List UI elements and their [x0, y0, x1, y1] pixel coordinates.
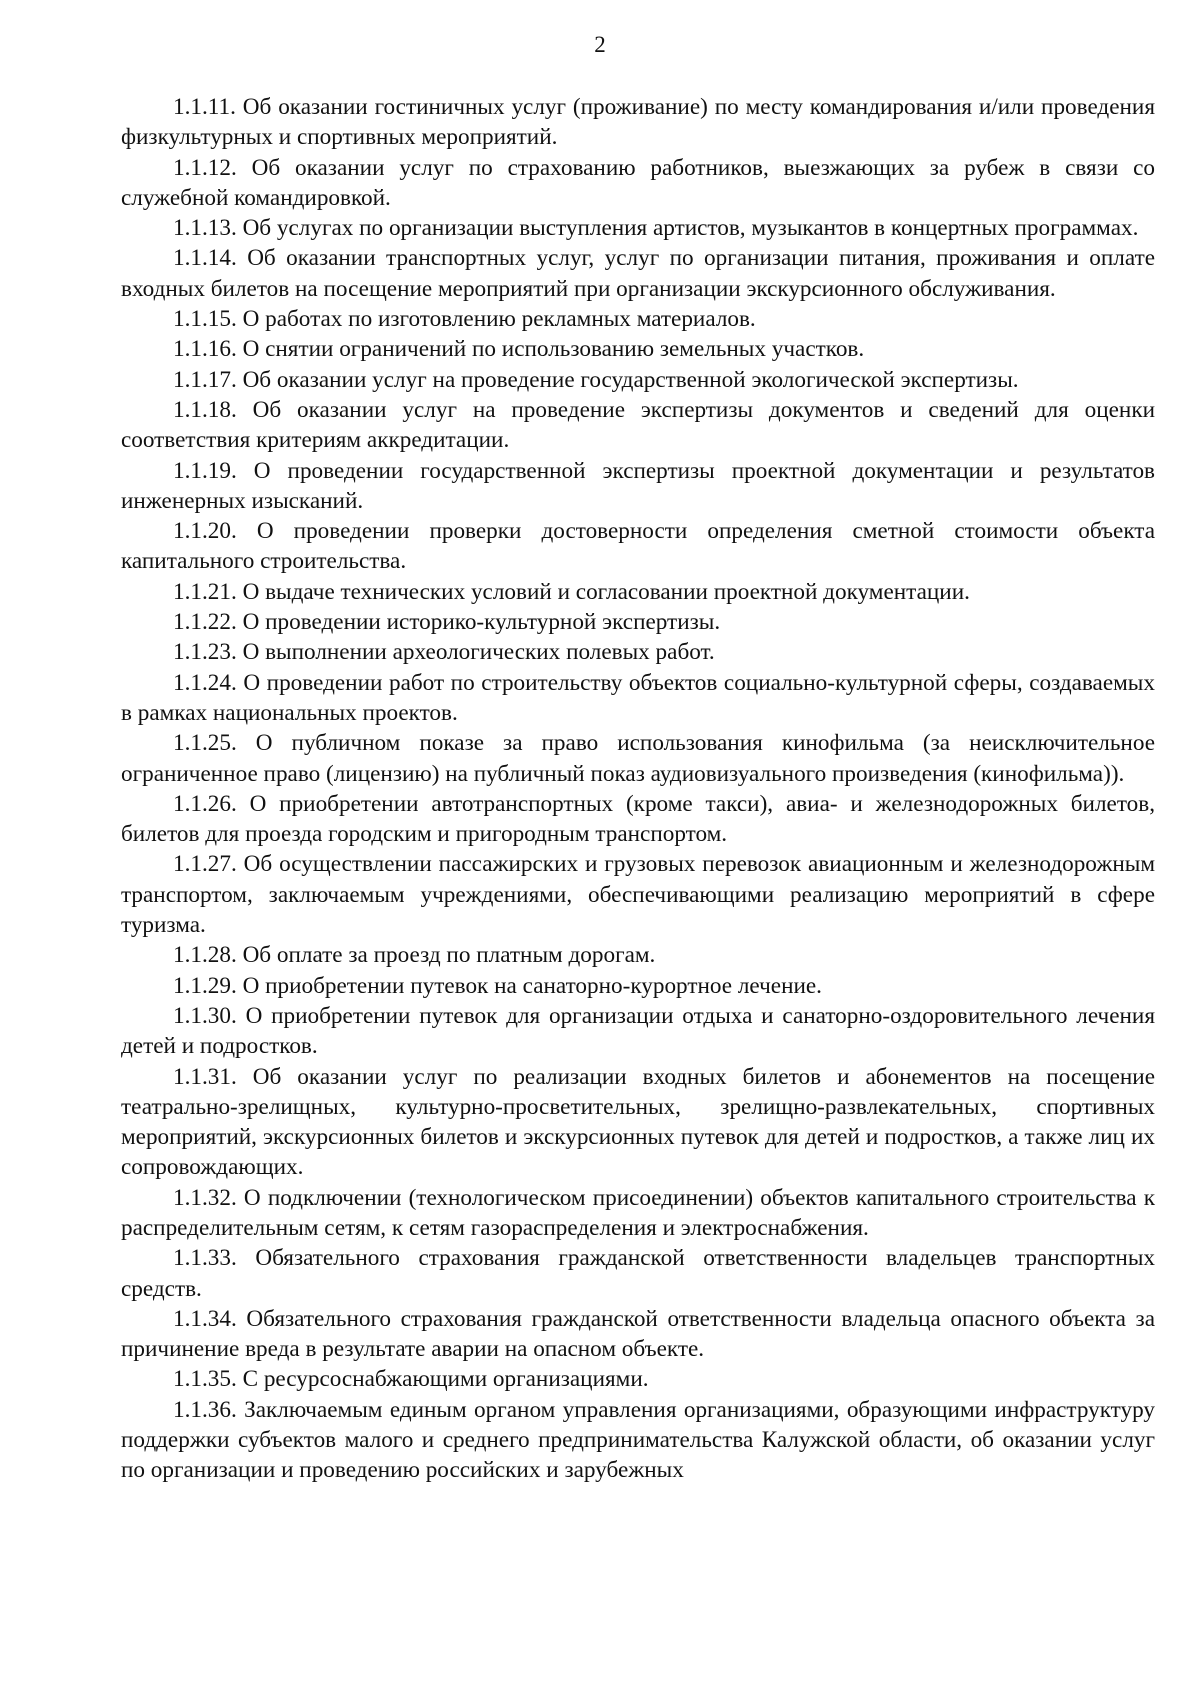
clause-1-1-34: 1.1.34. Обязательного страхования гражданской ответственности владельца опасного объекта за причинение вреда в результате аварии на опасном объекте.	[121, 1305, 1155, 1363]
clause-1-1-11: 1.1.11. Об оказании гостиничных услуг (проживание) по месту командирования и/или проведения физкультурных и спортивных мероприятий.	[121, 94, 1155, 151]
clause-1-1-22: 1.1.22. О проведении историко-культурной экспертизы.	[173, 609, 721, 636]
clause-1-1-29: 1.1.29. О приобретении путевок на санаторно-курортное лечение.	[173, 972, 822, 999]
clause-1-1-31: 1.1.31. Об оказании услуг по реализации входных билетов и абонементов на посещение театрально-зрелищных, культурно-просветительных, зрелищно-развлекательных, спортивных мероприятий, экскурсионных билетов и экскурсионных путевок для детей и подростков, а также лиц их сопровождающих.	[121, 1063, 1155, 1181]
clause-1-1-14: 1.1.14. Об оказании транспортных услуг, услуг по организации питания, проживания и оплате входных билетов на посещение мероприятий при организации экскурсионного обслуживания.	[121, 245, 1155, 302]
clause-1-1-21: 1.1.21. О выдаче технических условий и согласовании проектной документации.	[173, 578, 970, 605]
clause-1-1-36: 1.1.36. Заключаемым единым органом управления организациями, образующими инфраструктуру поддержки субъектов малого и среднего предпринимательства Калужской области, об оказании услуг по организации и проведению российских и зарубежных	[121, 1396, 1155, 1484]
clause-1-1-28: 1.1.28. Об оплате за проезд по платным дорогам.	[173, 942, 656, 969]
clause-1-1-12: 1.1.12. Об оказании услуг по страхованию работников, выезжающих за рубеж в связи со служебной командировкой.	[121, 154, 1155, 211]
clause-1-1-27: 1.1.27. Об осуществлении пассажирских и грузовых перевозок авиационным и железнодорожным транспортом, заключаемым учреждениями, обеспечивающими реализацию мероприятий в сфере туризма.	[121, 851, 1155, 939]
clause-1-1-13: 1.1.13. Об услугах по организации выступления артистов, музыкантов в концертных программах.	[173, 215, 1139, 242]
clause-1-1-24: 1.1.24. О проведении работ по строительству объектов социально-культурной сферы, создаваемых в рамках национальных проектов.	[121, 669, 1155, 726]
clause-1-1-30: 1.1.30. О приобретении путевок для организации отдыха и санаторно-оздоровительного лечения детей и подростков.	[121, 1002, 1155, 1060]
clause-1-1-19: 1.1.19. О проведении государственной экспертизы проектной документации и результатов инженерных изысканий.	[121, 457, 1155, 514]
clause-1-1-17: 1.1.17. Об оказании услуг на проведение государственной экологической экспертизы.	[173, 366, 1019, 393]
clause-1-1-25: 1.1.25. О публичном показе за право использования кинофильма (за неисключительное ограниченное право (лицензию) на публичный показ аудиовизуального произведения (кинофильма)).	[121, 730, 1155, 787]
clause-1-1-16: 1.1.16. О снятии ограничений по использованию земельных участков.	[173, 336, 865, 363]
clause-1-1-35: 1.1.35. С ресурсоснабжающими организациями.	[173, 1366, 649, 1393]
clause-1-1-32: 1.1.32. О подключении (технологическом присоединении) объектов капитального строительства к распределительным сетям, к сетям газораспределения и электроснабжения.	[121, 1184, 1155, 1241]
clause-1-1-23: 1.1.23. О выполнении археологических полевых работ.	[173, 639, 715, 666]
clause-1-1-26: 1.1.26. О приобретении автотранспортных (кроме такси), авиа- и железнодорожных билетов, билетов для проезда городским и пригородным транспортом.	[121, 790, 1155, 848]
clause-1-1-20: 1.1.20. О проведении проверки достоверности определения сметной стоимости объекта капитального строительства.	[121, 518, 1155, 575]
clause-1-1-18: 1.1.18. Об оказании услуг на проведение экспертизы документов и сведений для оценки соответствия критериям аккредитации.	[121, 396, 1155, 454]
clause-1-1-15: 1.1.15. О работах по изготовлению рекламных материалов.	[173, 306, 756, 333]
document-body	[121, 92, 1155, 1486]
page-number: 2	[594, 32, 606, 57]
clause-1-1-33: 1.1.33. Обязательного страхования гражданской ответственности владельцев транспортных средств.	[121, 1245, 1155, 1302]
